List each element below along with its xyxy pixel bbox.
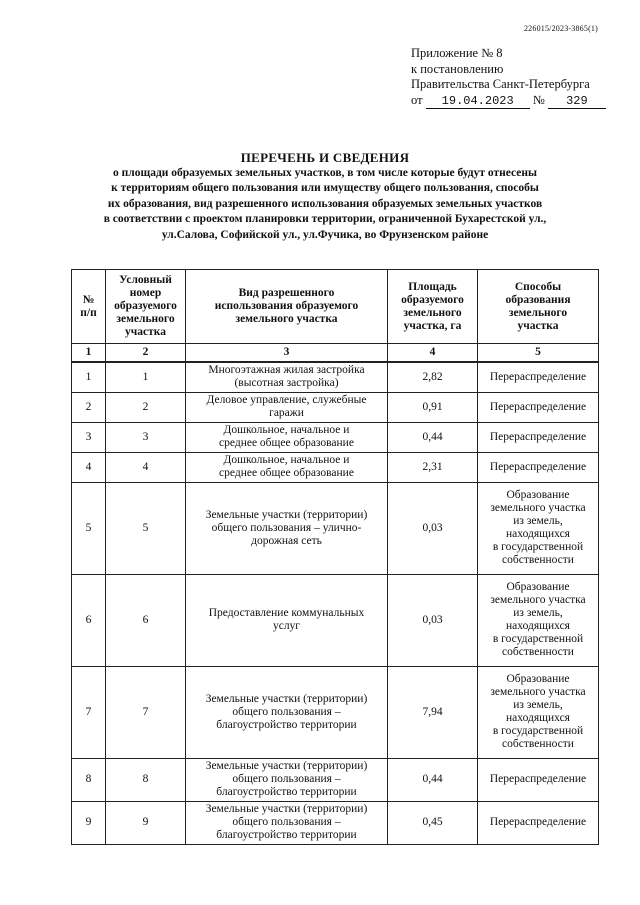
- document-code: 226015/2023-3865(1): [523, 24, 598, 33]
- cell-use: Деловое управление, служебные гаражи: [186, 392, 388, 422]
- cell-id: 2: [106, 392, 186, 422]
- appendix-date-number: [411, 93, 606, 109]
- cell-number: 6: [72, 574, 106, 666]
- cell-area: 0,44: [388, 422, 478, 452]
- cell-method: Образование земельного участка из земель, находящихся в государственной собственности: [478, 574, 599, 666]
- from-label: от: [411, 92, 423, 107]
- appendix-title: Приложение № 8: [411, 46, 503, 60]
- cell-area: 0,45: [388, 801, 478, 844]
- subtitle-line-4: в соответствии с проектом планировки территории, ограниченной Бухарестской ул.,: [103, 213, 547, 226]
- cell-number: 4: [72, 452, 106, 482]
- cell-area: 0,44: [388, 758, 478, 801]
- cell-use: Многоэтажная жилая застройка (высотная застройка): [186, 362, 388, 392]
- cell-area: 0,03: [388, 574, 478, 666]
- cell-area: 2,82: [388, 362, 478, 392]
- cell-method: Перераспределение: [478, 801, 599, 844]
- column-number: 5: [478, 344, 599, 363]
- subtitle-line-3: их образования, вид разрешенного использования образуемых земельных участков: [107, 197, 543, 210]
- cell-number: 9: [72, 801, 106, 844]
- cell-use: Земельные участки (территории) общего пользования – благоустройство территории: [186, 758, 388, 801]
- header-conditional-id: Условный номер образуемого земельного участка: [106, 270, 186, 344]
- decree-date: 19.04.2023: [426, 95, 530, 109]
- cell-id: 3: [106, 422, 186, 452]
- table-row: [72, 482, 599, 574]
- decree-number: 329: [548, 95, 606, 109]
- table-row: [72, 422, 599, 452]
- cell-method: Образование земельного участка из земель, находящихся в государственной собственности: [478, 666, 599, 758]
- cell-method: Перераспределение: [478, 758, 599, 801]
- column-number: 1: [72, 344, 106, 363]
- column-number: 2: [106, 344, 186, 363]
- number-label: №: [532, 92, 545, 107]
- header-formation-method: Способы образования земельного участка: [478, 270, 599, 344]
- subtitle-line-1: о площади образуемых земельных участков, в том числе которые будут отнесены: [113, 167, 537, 179]
- cell-area: 7,94: [388, 666, 478, 758]
- cell-number: 8: [72, 758, 106, 801]
- header-number: № п/п: [72, 270, 106, 344]
- cell-use: Дошкольное, начальное и среднее общее образование: [186, 452, 388, 482]
- cell-id: 6: [106, 574, 186, 666]
- cell-number: 3: [72, 422, 106, 452]
- table-row: [72, 362, 599, 392]
- table-row: [72, 758, 599, 801]
- cell-area: 2,31: [388, 452, 478, 482]
- cell-use: Дошкольное, начальное и среднее общее образование: [186, 422, 388, 452]
- appendix-decree-label: к постановлению: [411, 61, 504, 76]
- cell-method: Перераспределение: [478, 422, 599, 452]
- cell-area: 0,03: [388, 482, 478, 574]
- cell-use: Предоставление коммунальных услуг: [186, 574, 388, 666]
- cell-number: 7: [72, 666, 106, 758]
- title-block: [60, 149, 590, 243]
- appendix-government: Правительства Санкт-Петербурга: [411, 77, 590, 91]
- cell-method: Образование земельного участка из земель, находящихся в государственной собственности: [478, 482, 599, 574]
- header-permitted-use: Вид разрешенного использования образуемого земельного участка: [186, 270, 388, 344]
- cell-use: Земельные участки (территории) общего пользования – благоустройство территории: [186, 801, 388, 844]
- table-row: [72, 666, 599, 758]
- cell-id: 4: [106, 452, 186, 482]
- cell-method: Перераспределение: [478, 362, 599, 392]
- column-numbers-row: [72, 344, 599, 363]
- cell-method: Перераспределение: [478, 452, 599, 482]
- parcels-table: [71, 269, 599, 845]
- cell-id: 5: [106, 482, 186, 574]
- column-number: 3: [186, 344, 388, 363]
- table-header-row: [72, 270, 599, 344]
- table-row: [72, 574, 599, 666]
- cell-number: 5: [72, 482, 106, 574]
- appendix-block: [411, 46, 606, 109]
- table-row: [72, 452, 599, 482]
- page-title: ПЕРЕЧЕНЬ И СВЕДЕНИЯ: [240, 150, 410, 165]
- cell-area: 0,91: [388, 392, 478, 422]
- subtitle-line-2: к территориям общего пользования или имуществу общего пользования, способы: [111, 182, 539, 195]
- cell-method: Перераспределение: [478, 392, 599, 422]
- cell-id: 7: [106, 666, 186, 758]
- table-row: [72, 801, 599, 844]
- cell-number: 2: [72, 392, 106, 422]
- column-number: 4: [388, 344, 478, 363]
- cell-use: Земельные участки (территории) общего пользования – благоустройство территории: [186, 666, 388, 758]
- header-area: Площадь образуемого земельного участка, га: [388, 270, 478, 344]
- cell-id: 8: [106, 758, 186, 801]
- cell-id: 9: [106, 801, 186, 844]
- subtitle-line-5: ул.Салова, Софийской ул., ул.Фучика, во Фрунзенском районе: [161, 228, 489, 241]
- cell-id: 1: [106, 362, 186, 392]
- cell-number: 1: [72, 362, 106, 392]
- cell-use: Земельные участки (территории) общего пользования – улично- дорожная сеть: [186, 482, 388, 574]
- table-row: [72, 392, 599, 422]
